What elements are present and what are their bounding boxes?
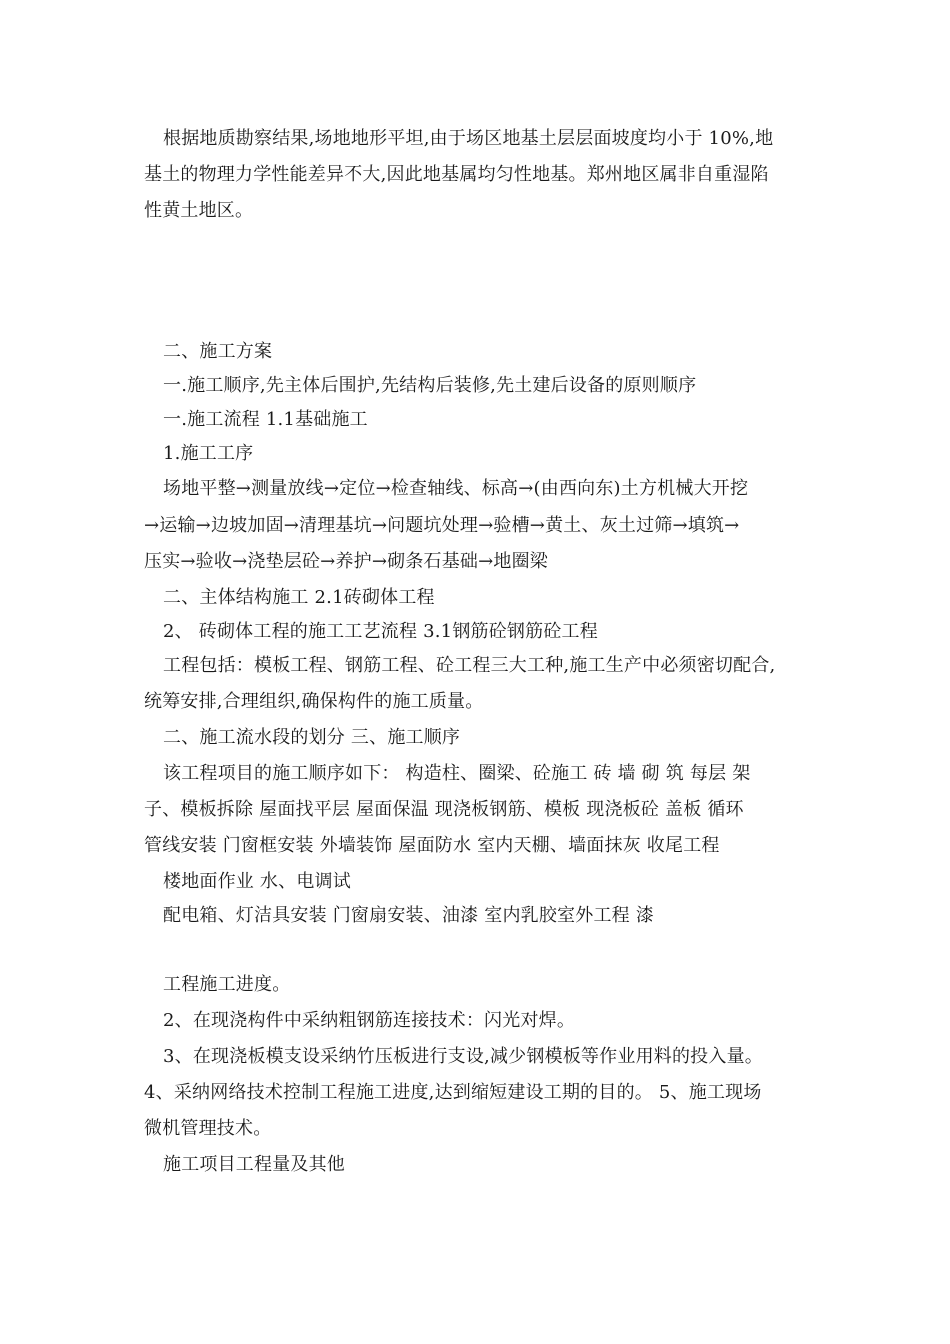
- process-line-1: 场地平整→测量放线→定位→检查轴线、标高→(由西向东)土方机械大开挖: [163, 478, 749, 499]
- paragraph-line-1: 根据地质勘察结果,场地地形平坦,由于场区地基土层层面坡度均小于 10%,地: [163, 128, 774, 149]
- sequence-line-3: 管线安装 门窗框安装 外墙装饰 屋面防水 室内天棚、墙面抹灰 收尾工程: [144, 835, 720, 856]
- construction-flow-line: 一.施工流程 1.1基础施工: [163, 409, 368, 430]
- flow-section-line: 二、施工流水段的划分 三、施工顺序: [163, 727, 461, 748]
- sequence-line-1: 该工程项目的施工顺序如下： 构造柱、圈梁、砼施工 砖 墙 砌 筑 每层 架: [163, 763, 751, 784]
- process-line-3: 压实→验收→浇垫层砼→养护→砌条石基础→地圈梁: [144, 551, 549, 572]
- paragraph-line-2: 基土的物理力学性能差异不大,因此地基属均匀性地基。郑州地区属非自重湿陷: [144, 164, 769, 185]
- sequence-line-5: 配电箱、灯洁具安装 门窗扇安装、油漆 室内乳胶室外工程 漆: [163, 905, 654, 926]
- technique-line-3: 3、在现浇板模支设采纳竹压板进行支设,减少钢模板等作业用料的投入量。: [163, 1046, 763, 1067]
- technique-line-5: 微机管理技术。: [144, 1118, 272, 1139]
- progress-line: 工程施工进度。: [163, 974, 291, 995]
- paragraph-line-3: 性黄土地区。: [144, 200, 254, 221]
- process-line-2: →运输→边坡加固→清理基坑→问题坑处理→验槽→黄土、灰土过筛→填筑→: [144, 515, 740, 536]
- quantities-heading: 施工项目工程量及其他: [163, 1154, 345, 1175]
- construction-process-heading: 1.施工工序: [163, 443, 254, 464]
- technique-line-4: 4、采纳网络技术控制工程施工进度,达到缩短建设工期的目的。 5、施工现场: [144, 1082, 762, 1103]
- construction-order-line: 一.施工顺序,先主体后围护,先结构后装修,先土建后设备的原则顺序: [163, 375, 697, 396]
- works-include-line-2: 统筹安排,合理组织,确保构件的施工质量。: [144, 691, 484, 712]
- sequence-line-2: 子、模板拆除 屋面找平层 屋面保温 现浇板钢筋、模板 现浇板砼 盖板 循环: [144, 799, 744, 820]
- main-structure-line: 二、主体结构施工 2.1砖砌体工程: [163, 587, 435, 608]
- works-include-line-1: 工程包括：模板工程、钢筋工程、砼工程三大工种,施工生产中必须密切配合,: [163, 655, 776, 676]
- section-heading-construction-plan: 二、施工方案: [163, 341, 273, 362]
- sequence-line-4: 楼地面作业 水、电调试: [163, 871, 351, 892]
- technique-line-2: 2、在现浇构件中采纳粗钢筋连接技术：闪光对焊。: [163, 1010, 576, 1031]
- masonry-process-line: 2、 砖砌体工程的施工工艺流程 3.1钢筋砼钢筋砼工程: [163, 621, 598, 642]
